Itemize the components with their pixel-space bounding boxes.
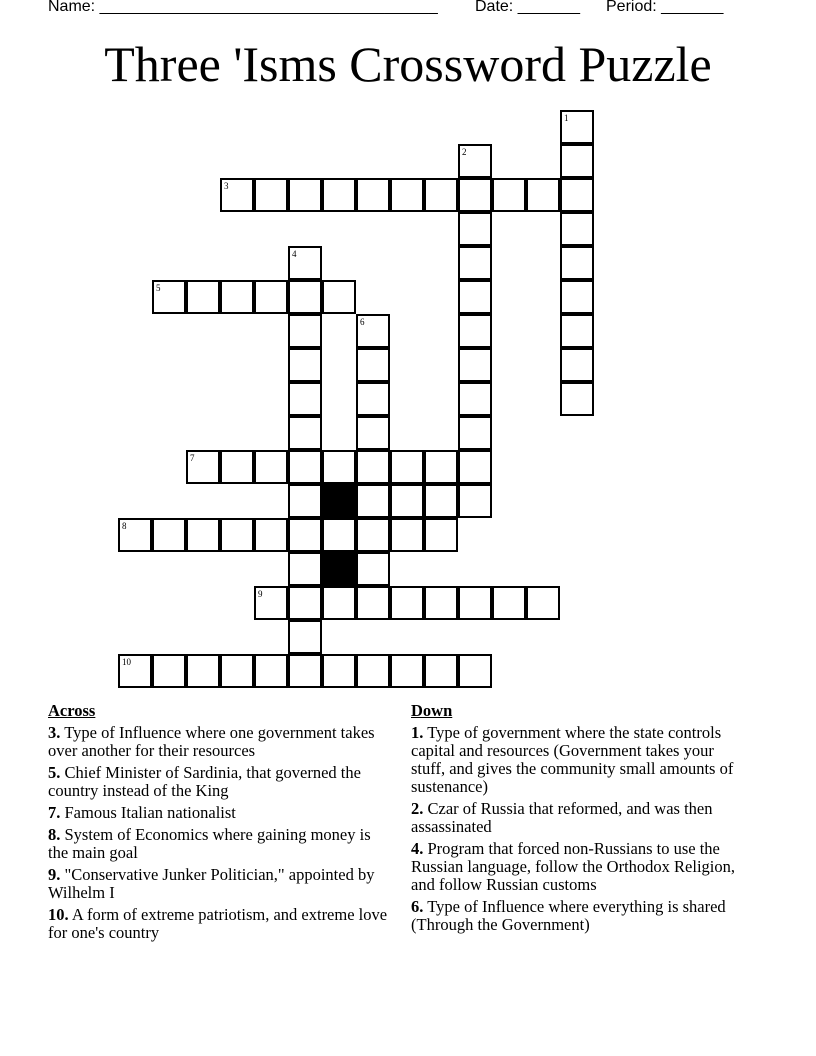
crossword-cell[interactable] xyxy=(322,280,356,314)
crossword-cell[interactable] xyxy=(458,348,492,382)
crossword-cell[interactable] xyxy=(288,416,322,450)
crossword-cell[interactable] xyxy=(356,518,390,552)
crossword-cell[interactable] xyxy=(186,518,220,552)
crossword-cell[interactable] xyxy=(152,280,186,314)
clue-number-label: 2. xyxy=(411,799,424,818)
crossword-cell[interactable] xyxy=(118,654,152,688)
clue-number: 4 xyxy=(292,249,297,259)
across-clue-list xyxy=(48,724,388,942)
crossword-cell[interactable] xyxy=(152,654,186,688)
across-clue xyxy=(48,804,388,822)
crossword-cell[interactable] xyxy=(356,314,390,348)
clue-text: Program that forced non-Russians to use the Russian language, follow the Orthodox Religion, and follow Russian customs xyxy=(411,839,735,894)
crossword-cell[interactable] xyxy=(492,586,526,620)
crossword-cell[interactable] xyxy=(288,314,322,348)
crossword-cell[interactable] xyxy=(322,178,356,212)
across-clues xyxy=(48,702,388,946)
crossword-cell[interactable] xyxy=(560,110,594,144)
crossword-cell[interactable] xyxy=(356,450,390,484)
crossword-cell[interactable] xyxy=(288,586,322,620)
down-clue xyxy=(411,724,746,796)
page-title: Three 'Isms Crossword Puzzle xyxy=(104,36,712,92)
black-cell xyxy=(322,484,356,518)
clue-number: 10 xyxy=(122,657,131,667)
crossword-cell[interactable] xyxy=(254,178,288,212)
period-field[interactable]: Period: _______ xyxy=(606,0,724,15)
crossword-cell[interactable] xyxy=(220,280,254,314)
across-heading: Across xyxy=(48,701,96,720)
clue-number: 2 xyxy=(462,147,467,157)
clue-text: Famous Italian nationalist xyxy=(60,803,236,822)
name-field[interactable]: Name: ______________________________________ xyxy=(48,0,438,15)
clue-text: Czar of Russia that reformed, and was then assassinated xyxy=(411,799,713,836)
clue-text: System of Economics where gaining money is the main goal xyxy=(48,825,371,862)
clue-number: 7 xyxy=(190,453,195,463)
crossword-cell[interactable] xyxy=(560,314,594,348)
down-heading: Down xyxy=(411,701,453,720)
crossword-cell[interactable] xyxy=(458,314,492,348)
clue-number-label: 4. xyxy=(411,839,424,858)
crossword-cell[interactable] xyxy=(356,382,390,416)
crossword-cell[interactable] xyxy=(458,586,492,620)
crossword-cell[interactable] xyxy=(254,586,288,620)
crossword-cell[interactable] xyxy=(458,246,492,280)
crossword-cell[interactable] xyxy=(458,144,492,178)
crossword-cell[interactable] xyxy=(390,484,424,518)
crossword-cell[interactable] xyxy=(186,654,220,688)
across-clue xyxy=(48,724,388,760)
crossword-cell[interactable] xyxy=(560,348,594,382)
clue-text: Type of Influence where everything is shared (Through the Government) xyxy=(411,897,726,934)
clue-number: 3 xyxy=(224,181,229,191)
crossword-cell[interactable] xyxy=(220,178,254,212)
across-clue xyxy=(48,906,388,942)
crossword-cell[interactable] xyxy=(356,552,390,586)
crossword-cell[interactable] xyxy=(254,654,288,688)
clue-text: A form of extreme patriotism, and extreme love for one's country xyxy=(48,905,388,942)
crossword-cell[interactable] xyxy=(458,280,492,314)
crossword-cell[interactable] xyxy=(288,620,322,654)
crossword-cell[interactable] xyxy=(424,654,458,688)
crossword-cell[interactable] xyxy=(220,450,254,484)
crossword-cell[interactable] xyxy=(458,450,492,484)
down-clue-list xyxy=(411,724,746,934)
crossword-cell[interactable] xyxy=(322,586,356,620)
down-clue xyxy=(411,898,746,934)
clue-text: Type of Influence where one government takes over another for their resources xyxy=(48,723,375,760)
crossword-cell[interactable] xyxy=(220,518,254,552)
crossword-cell[interactable] xyxy=(390,450,424,484)
crossword-cell[interactable] xyxy=(356,484,390,518)
clue-number-label: 1. xyxy=(411,723,424,742)
crossword-cell[interactable] xyxy=(288,280,322,314)
clue-number: 1 xyxy=(564,113,569,123)
crossword-cell[interactable] xyxy=(424,586,458,620)
across-clue xyxy=(48,764,388,800)
crossword-cell[interactable] xyxy=(424,178,458,212)
crossword-cell[interactable] xyxy=(152,518,186,552)
crossword-cell[interactable] xyxy=(560,246,594,280)
crossword-cell[interactable] xyxy=(458,178,492,212)
clue-text: "Conservative Junker Politician," appointed by Wilhelm I xyxy=(48,865,375,902)
crossword-cell[interactable] xyxy=(458,484,492,518)
crossword-cell[interactable] xyxy=(288,552,322,586)
clue-number-label: 6. xyxy=(411,897,424,916)
crossword-cell[interactable] xyxy=(220,654,254,688)
crossword-cell[interactable] xyxy=(254,280,288,314)
clue-number-label: 7. xyxy=(48,803,61,822)
crossword-cell[interactable] xyxy=(118,518,152,552)
clue-number: 6 xyxy=(360,317,365,327)
down-clue xyxy=(411,840,746,894)
crossword-cell[interactable] xyxy=(560,212,594,246)
clue-text: Type of government where the state controls capital and resources (Government takes your stuff, and gives the community small amounts of sustenance) xyxy=(411,723,734,796)
crossword-cell[interactable] xyxy=(288,246,322,280)
crossword-cell[interactable] xyxy=(424,484,458,518)
crossword-cell[interactable] xyxy=(288,178,322,212)
crossword-cell[interactable] xyxy=(186,280,220,314)
crossword-cell[interactable] xyxy=(288,382,322,416)
crossword-cell[interactable] xyxy=(254,518,288,552)
date-field[interactable]: Date: _______ xyxy=(475,0,580,15)
crossword-cell[interactable] xyxy=(356,416,390,450)
crossword-cell[interactable] xyxy=(458,382,492,416)
crossword-cell[interactable] xyxy=(322,654,356,688)
clue-number: 9 xyxy=(258,589,263,599)
crossword-cell[interactable] xyxy=(288,654,322,688)
crossword-cell[interactable] xyxy=(424,518,458,552)
clue-number-label: 9. xyxy=(48,865,61,884)
clue-number-label: 3. xyxy=(48,723,61,742)
crossword-cell[interactable] xyxy=(356,178,390,212)
crossword-cell[interactable] xyxy=(424,450,458,484)
clue-number-label: 8. xyxy=(48,825,61,844)
crossword-cell[interactable] xyxy=(356,654,390,688)
clue-number-label: 5. xyxy=(48,763,61,782)
crossword-cell[interactable] xyxy=(458,212,492,246)
crossword-cell[interactable] xyxy=(254,450,288,484)
crossword-cell[interactable] xyxy=(390,178,424,212)
crossword-cell[interactable] xyxy=(560,382,594,416)
crossword-cell[interactable] xyxy=(390,586,424,620)
crossword-cell[interactable] xyxy=(186,450,220,484)
crossword-cell[interactable] xyxy=(288,348,322,382)
clue-number: 8 xyxy=(122,521,127,531)
crossword-cell[interactable] xyxy=(288,484,322,518)
clue-text: Chief Minister of Sardinia, that governed the country instead of the King xyxy=(48,763,361,800)
across-clue xyxy=(48,866,388,902)
crossword-cell[interactable] xyxy=(390,654,424,688)
down-clues xyxy=(411,702,746,938)
crossword-cell[interactable] xyxy=(458,654,492,688)
crossword-cell[interactable] xyxy=(526,178,560,212)
crossword-cell[interactable] xyxy=(288,450,322,484)
across-clue xyxy=(48,826,388,862)
crossword-cell[interactable] xyxy=(492,178,526,212)
crossword-cell[interactable] xyxy=(322,518,356,552)
crossword-cell[interactable] xyxy=(390,518,424,552)
crossword-cell[interactable] xyxy=(560,178,594,212)
crossword-cell[interactable] xyxy=(322,450,356,484)
crossword-cell[interactable] xyxy=(288,518,322,552)
crossword-cell[interactable] xyxy=(356,586,390,620)
clue-number: 5 xyxy=(156,283,161,293)
crossword-cell[interactable] xyxy=(356,348,390,382)
crossword-cell[interactable] xyxy=(560,280,594,314)
crossword-cell[interactable] xyxy=(560,144,594,178)
crossword-cell[interactable] xyxy=(458,416,492,450)
down-clue xyxy=(411,800,746,836)
crossword-cell[interactable] xyxy=(526,586,560,620)
clue-number-label: 10. xyxy=(48,905,69,924)
black-cell xyxy=(322,552,356,586)
